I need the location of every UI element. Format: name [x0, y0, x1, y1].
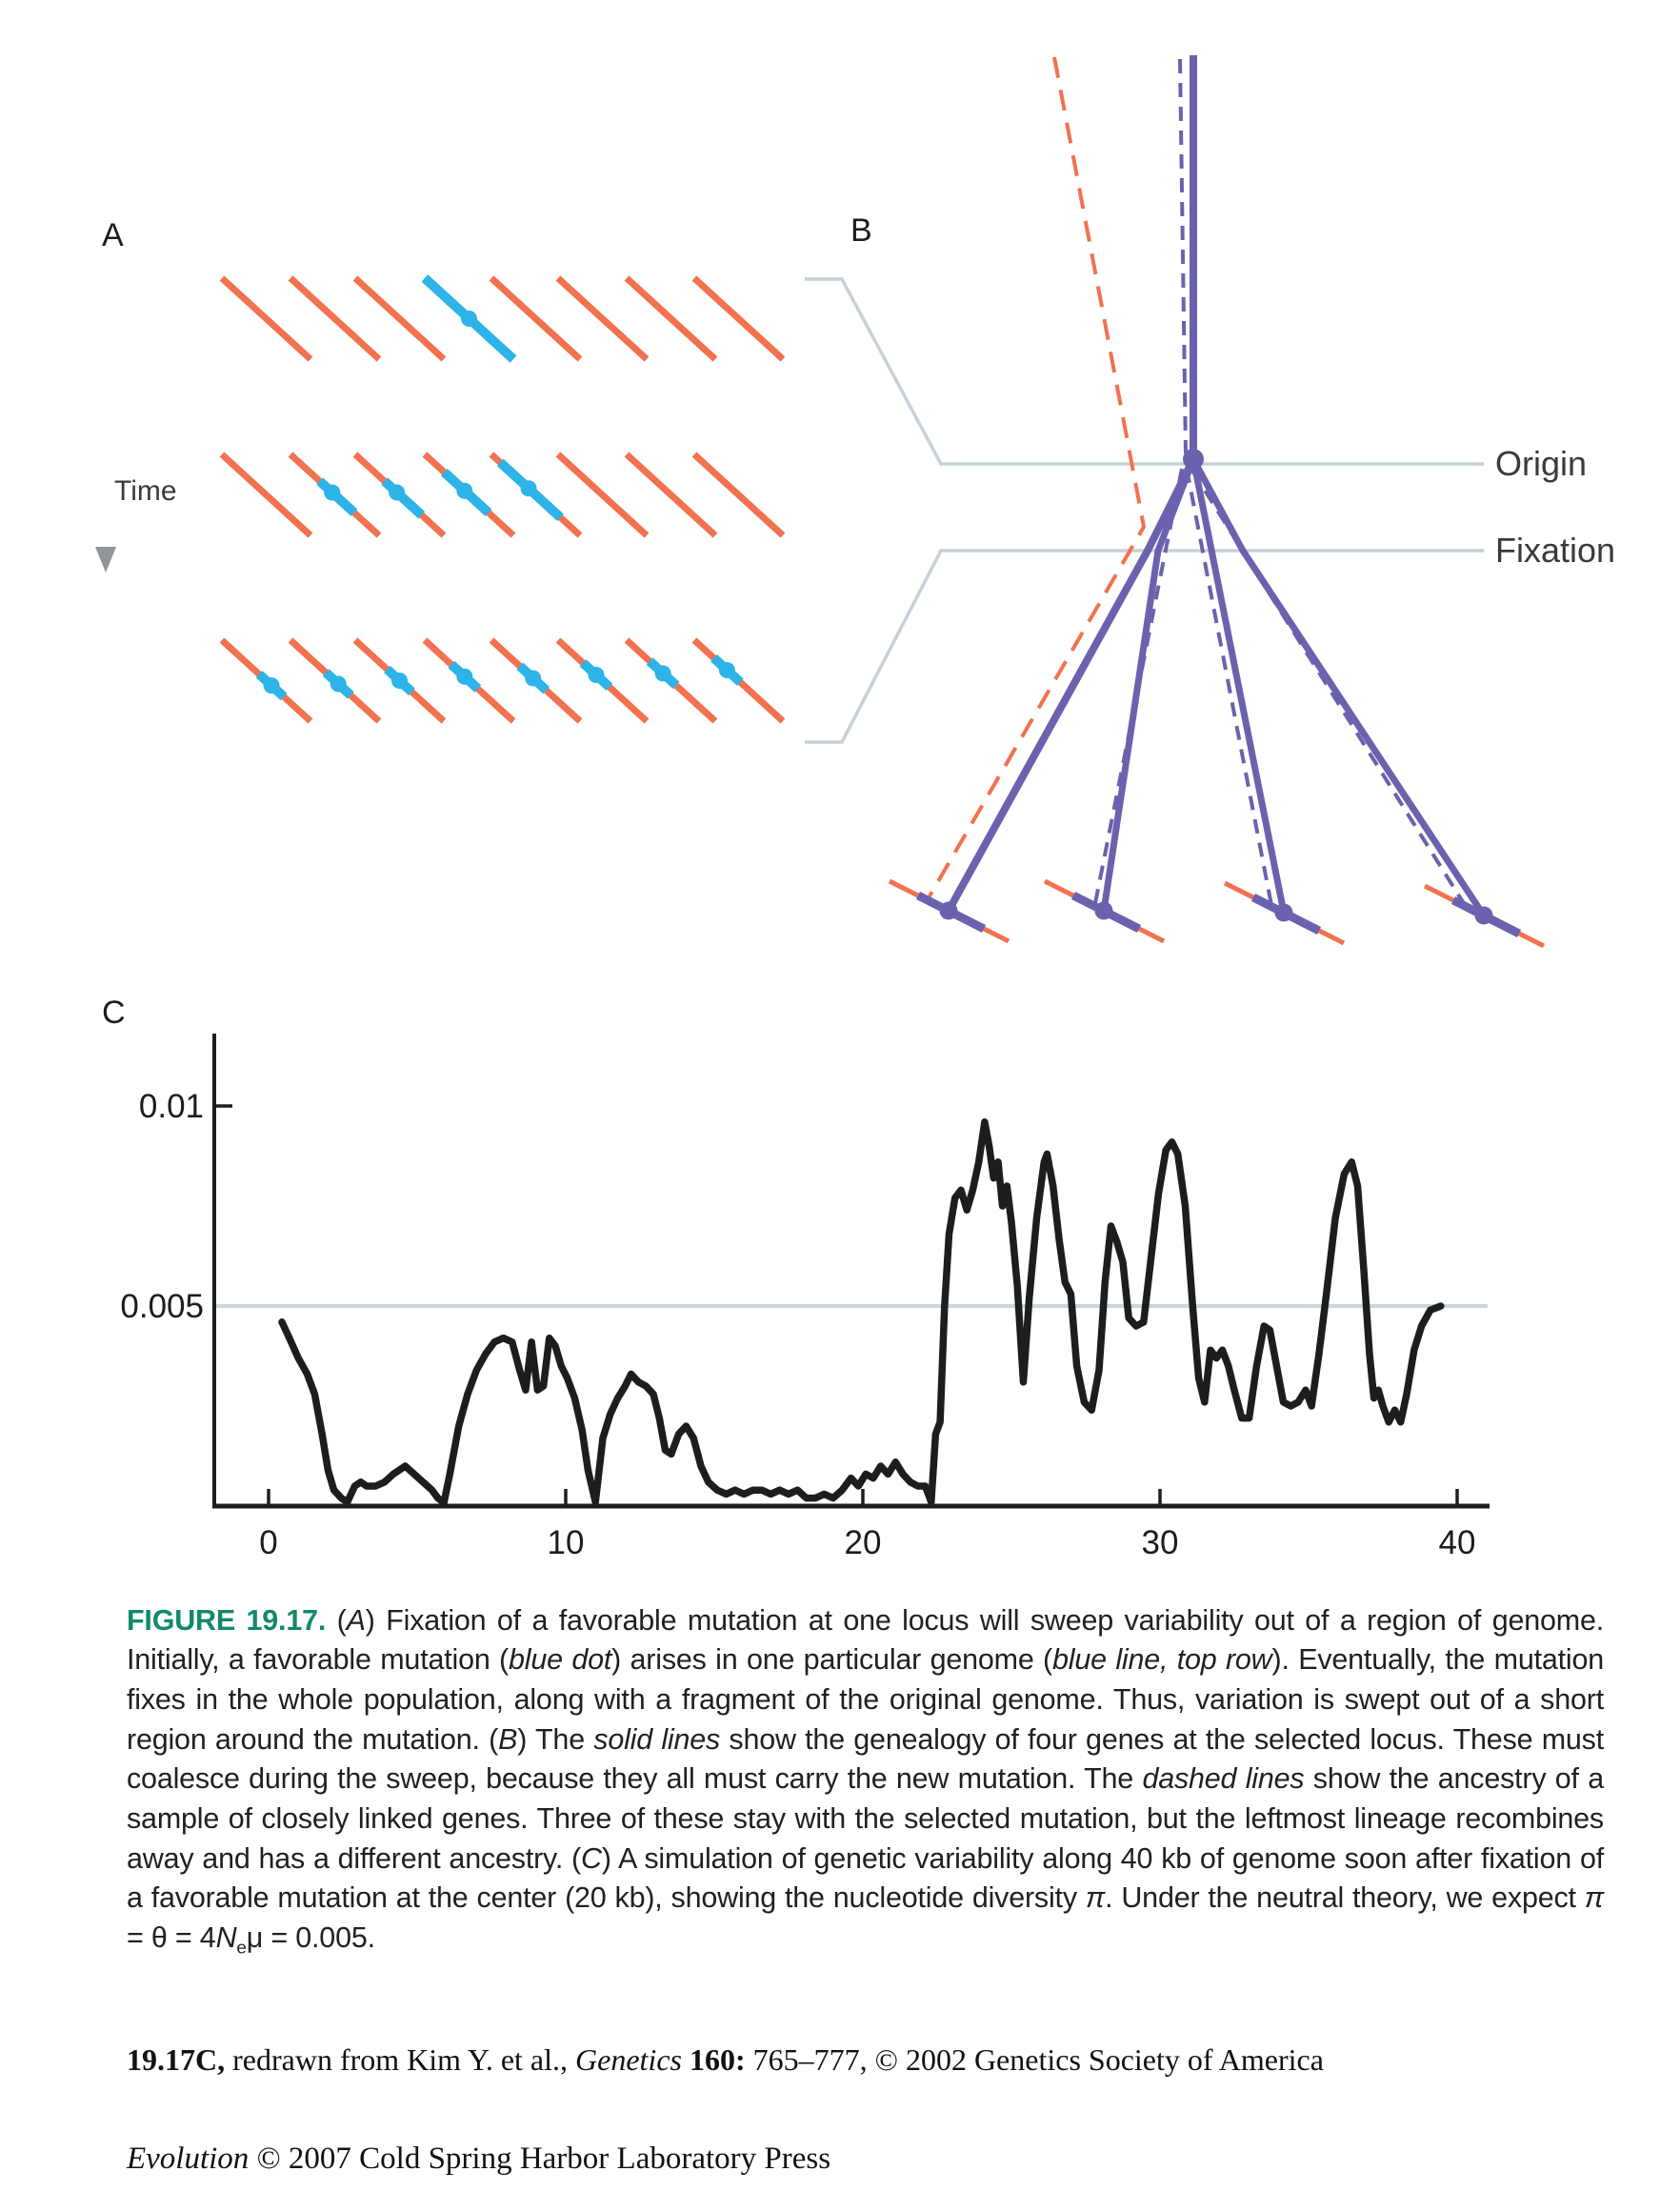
svg-text:20: 20 [844, 1524, 882, 1561]
swept-fragment-segment [385, 481, 422, 515]
linked-ancestry-dashed-tip3 [1187, 469, 1271, 905]
mutation-dot [264, 677, 280, 694]
genome-line [694, 454, 783, 535]
mutation-dot [525, 670, 541, 686]
panel-a [95, 217, 783, 721]
fixation-label: Fixation [1495, 531, 1616, 570]
svg-text:10: 10 [547, 1524, 585, 1561]
tip-mutation-dot [940, 902, 958, 920]
linked-ancestry-dashed-trunk [1180, 59, 1186, 453]
genome-line [627, 454, 715, 535]
tip-mutation-dot [1275, 904, 1293, 922]
mutation-dot [521, 480, 537, 496]
mutation-dot [655, 665, 671, 681]
origin-mutation-dot [1183, 449, 1204, 470]
sampled-tip-chromosomes [890, 881, 1544, 946]
mutation-dot [456, 669, 472, 685]
panel-c [102, 995, 1490, 1561]
genealogy-branch-1 [949, 459, 1193, 911]
genome-line [222, 278, 310, 359]
book-footer: Evolution © 2007 Cold Spring Harbor Laboratory Press [127, 2142, 831, 2176]
mutation-dot [461, 311, 477, 327]
panel-b [805, 55, 1615, 946]
genealogy-branch-2 [1104, 459, 1193, 911]
mutation-dot [324, 484, 340, 500]
mutation-dot [588, 667, 604, 683]
genome-line [222, 454, 310, 535]
svg-text:30: 30 [1141, 1524, 1179, 1561]
time-label: Time [114, 475, 177, 507]
time-arrow [95, 425, 116, 573]
genome-line [694, 278, 783, 359]
mutation-dot [330, 675, 347, 692]
recombined-lineage-dashed-line [927, 57, 1144, 901]
mutation-dot [391, 673, 408, 689]
diversity-curve [282, 1122, 1441, 1503]
mutation-dot [389, 484, 405, 500]
figure-caption: FIGURE 19.17. (A) Fixation of a favorable mutation at one locus will sweep variability out of a region of genome. Initially, a favorable mutation (blue dot) arises in one particular genome (blue line, top row). Eventually, the mutation fixes in the whole population, along with a fragment of the original genome. Thus, variation is swept out of a short region around the mutation. (B) The solid lines show the genealogy of four genes at the selected locus. These must coalesce during the sweep, because they all must carry the new mutation. The dashed lines show the ancestry of a sample of closely linked genes. Three of these stay with the selected mutation, but the leftmost lineage recombines away and has a different ancestry. (C) A simulation of genetic variability along 40 kb of genome soon after fixation of a favorable mutation at the center (20 kb), showing the nucleotide diversity π. Under the neutral theory, we expect $\pi = \theta = 4N_e\mu = 0.005$. [127, 1603, 1605, 1959]
panel-a-letter: A [102, 217, 124, 253]
genealogy-branch-3 [1193, 459, 1284, 913]
svg-text:40: 40 [1438, 1524, 1476, 1561]
y-tick-label-001: 0.01 [138, 1088, 204, 1125]
time-arrowhead-icon [95, 547, 116, 573]
mutation-dot [456, 483, 472, 499]
tip-mutation-dot [1095, 902, 1113, 920]
tip-mutation-dot [1475, 907, 1493, 925]
origin-connector-line [805, 279, 1484, 464]
mutation-dot [719, 662, 735, 678]
panel-b-letter: B [850, 212, 872, 249]
panel-c-letter: C [102, 995, 126, 1031]
x-tick-labels [259, 1524, 1475, 1561]
genome-rows [222, 278, 783, 721]
y-tick-label-0005: 0.005 [120, 1288, 204, 1325]
svg-text:0: 0 [259, 1524, 278, 1561]
origin-label: Origin [1495, 444, 1588, 483]
credit-line: 19.17C, redrawn from Kim Y. et al., Genetics 160: 765–777, © 2002 Genetics Society of America [127, 2042, 1324, 2077]
genome-line [627, 278, 715, 359]
